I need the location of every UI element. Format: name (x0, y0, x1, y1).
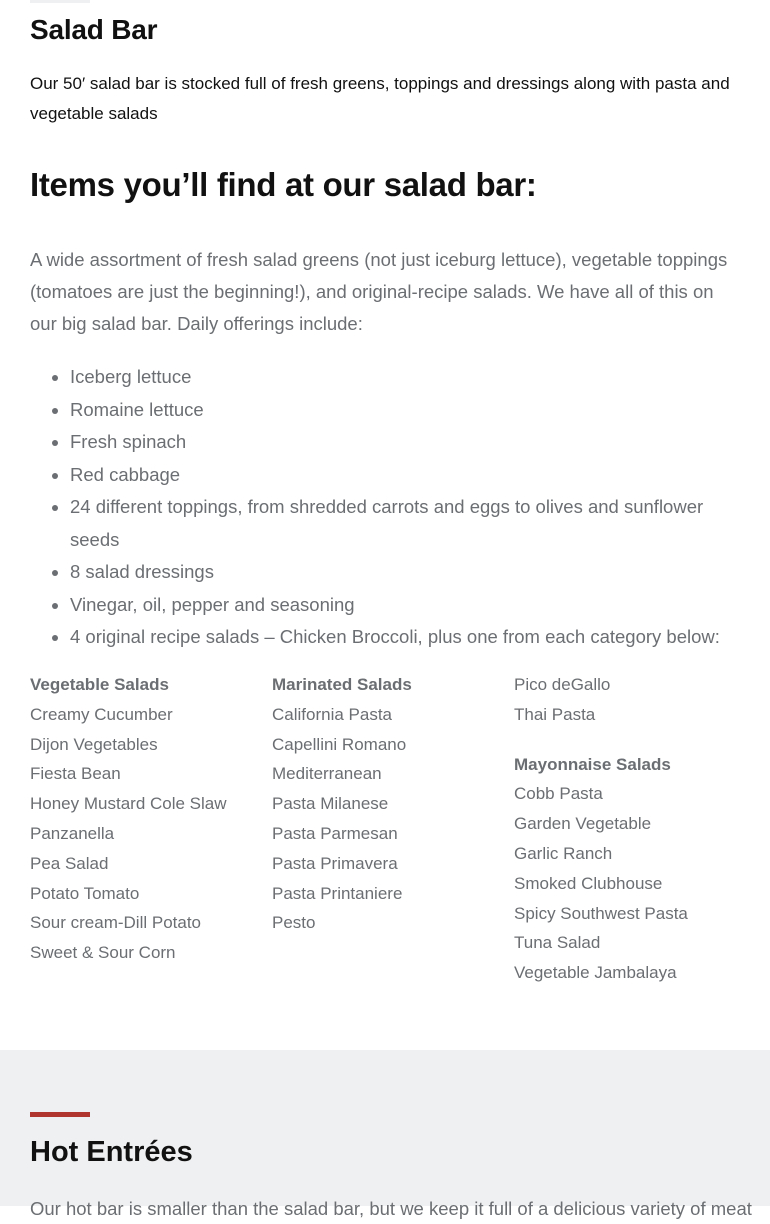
vegetable-salads-list (30, 700, 265, 968)
list-item: Honey Mustard Cole Slaw (30, 794, 227, 814)
list-item: • Red cabbage (70, 459, 750, 492)
list-item: Pasta Primavera (272, 853, 398, 873)
list-item: • Fresh spinach (70, 426, 750, 459)
list-item: • 4 original recipe salads – Chicken Broccoli, plus one from each category below: (70, 621, 750, 654)
list-item: Pico deGallo (514, 675, 611, 694)
list-item: Thai Pasta (514, 704, 596, 724)
marinated-salads-list (272, 700, 507, 938)
list-item: • Romaine lettuce (70, 394, 750, 427)
list-item: • Vinegar, oil, pepper and seasoning (70, 589, 750, 622)
items-heading: Items you’ll find at our salad bar: (30, 166, 537, 203)
spacer (514, 730, 749, 750)
marinated-salads-continued-list (514, 670, 749, 730)
list-item: Tuna Salad (514, 933, 601, 953)
list-item: California Pasta (272, 704, 393, 724)
hot-entrees-section (0, 1050, 770, 1219)
list-item: Vegetable Jambalaya (514, 963, 677, 983)
list-item: Dijon Vegetables (30, 734, 158, 754)
list-item: Cobb Pasta (514, 784, 603, 804)
list-item: • 24 different toppings, from shredded carrots and eggs to olives and sunflower seeds (70, 491, 750, 556)
category-title: Marinated Salads (272, 675, 412, 694)
list-item: Creamy Cucumber (30, 704, 173, 724)
marinated-salads-column (272, 670, 507, 938)
items-description: A wide assortment of fresh salad greens (not just iceburg lettuce), vegetable toppings (tomatoes are just the beginning!), and original-recipe salads. We have all of this on our big salad bar. Daily offerings include: (30, 249, 728, 334)
mayonnaise-salads-list (514, 779, 749, 988)
list-item: Pasta Milanese (272, 794, 389, 814)
list-item: Panzanella (30, 823, 115, 843)
list-item: Smoked Clubhouse (514, 873, 663, 893)
list-item: Sweet & Sour Corn (30, 943, 176, 963)
accent-divider (30, 1112, 90, 1117)
list-item: Capellini Romano (272, 734, 407, 754)
salad-bar-title: Salad Bar (30, 14, 158, 45)
category-title: Mayonnaise Salads (514, 754, 671, 774)
list-item: Pea Salad (30, 853, 109, 873)
list-item: Garden Vegetable (514, 814, 652, 834)
list-item: Pesto (272, 913, 316, 933)
list-item: Pasta Parmesan (272, 823, 398, 843)
list-item: • 8 salad dressings (70, 556, 750, 589)
list-item: Fiesta Bean (30, 764, 121, 784)
list-item: Spicy Southwest Pasta (514, 903, 688, 923)
salad-bar-intro: Our 50′ salad bar is stocked full of fresh greens, toppings and dressings along with pasta and vegetable salads (30, 74, 730, 123)
list-item: Pasta Printaniere (272, 883, 403, 903)
list-item: Garlic Ranch (514, 843, 613, 863)
list-item: Sour cream-Dill Potato (30, 913, 202, 933)
hot-entrees-description: Our hot bar is smaller than the salad bar, but we keep it full of a delicious variety of meat (30, 1198, 752, 1219)
list-item: Mediterranean (272, 764, 382, 784)
list-item: Potato Tomato (30, 883, 140, 903)
vegetable-salads-column (30, 670, 265, 968)
third-column (514, 670, 749, 988)
top-divider (30, 0, 90, 3)
hot-entrees-title: Hot Entrées (30, 1136, 193, 1168)
list-item: • Iceberg lettuce (70, 361, 750, 394)
daily-offerings-list (30, 361, 750, 654)
category-title: Vegetable Salads (30, 675, 169, 694)
